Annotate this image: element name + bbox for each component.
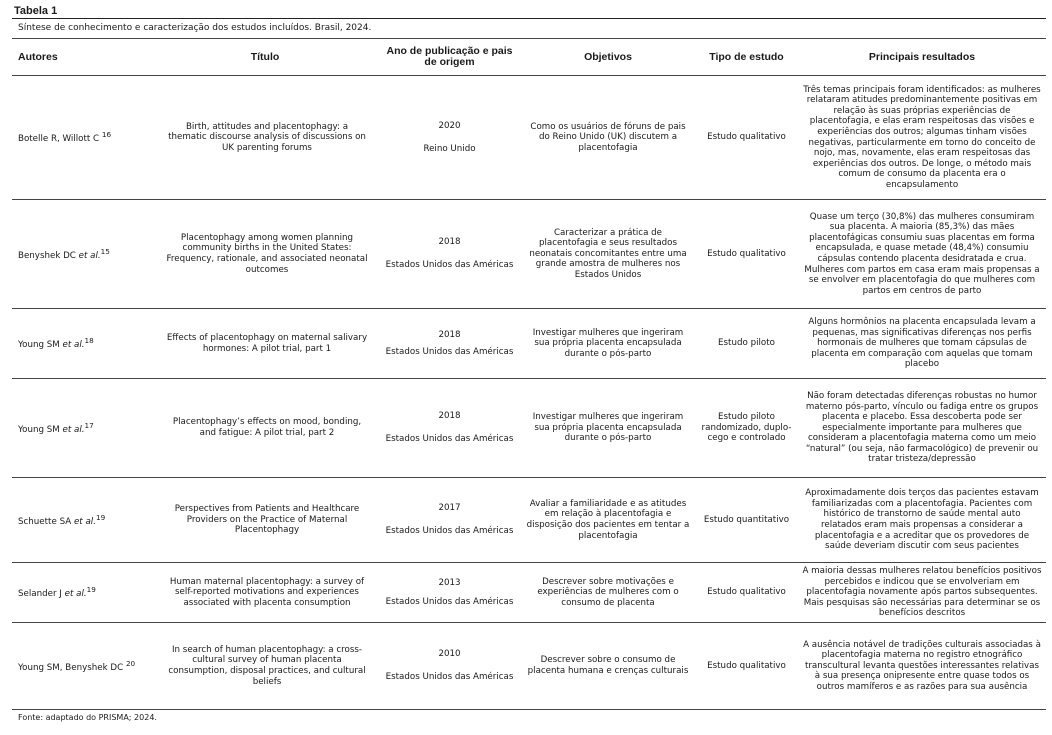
header-year-country: Ano de publicação e pais de origem <box>378 39 521 76</box>
year-country-cell <box>378 200 521 309</box>
title-cell: Human maternal placentophagy: a survey of self-reported motivations and experiences associated with placenta consumption <box>152 563 378 623</box>
table-footer-source: Fonte: adaptado do PRISMA; 2024. <box>18 713 157 722</box>
authors-cell <box>12 76 152 200</box>
publication-year: 2020 <box>438 120 461 131</box>
results-cell: Quase um terço (30,8%) das mulheres consumiram sua placenta. A maioria (85,3%) das mães placentofágicas consumiu suas placentas em forma encapsulada, e quase metade (48,4%) consumiu cápsulas contendo placenta desidratada e crua. Mulheres com partos em casa eram mais propensas a se envolver em placentofagia do que mulheres com partos em centros de parto <box>798 200 1046 309</box>
author-etal: et al. <box>73 516 96 527</box>
country: Estados Unidos das Américas <box>385 672 514 682</box>
study-type-cell: Estudo qualitativo <box>695 76 798 200</box>
publication-year: 2018 <box>438 411 461 422</box>
objective-cell: Descrever sobre o consumo de placenta humana e crenças culturais <box>521 623 695 710</box>
title-cell: Effects of placentophagy on maternal salivary hormones: A pilot trial, part 1 <box>152 309 378 379</box>
reference-number: 18 <box>84 336 94 346</box>
year-country-cell <box>378 623 521 710</box>
publication-year: 2013 <box>438 577 461 588</box>
table-label: Tabela 1 <box>14 5 58 17</box>
year-country-cell <box>378 563 521 623</box>
author-etal: et al. <box>64 589 87 600</box>
header-authors: Autores <box>12 39 152 76</box>
reference-number: 19 <box>86 585 96 595</box>
objective-cell: Avaliar a familiaridade e as atitudes em relação à placentofagia e disposição dos pacientes em tentar a placentofagia <box>521 478 695 563</box>
authors-cell <box>12 563 152 623</box>
year-country-cell <box>378 379 521 478</box>
author-names: Schuette SA <box>18 516 72 527</box>
author-etal: et al. <box>62 340 85 351</box>
country: Reino Unido <box>423 143 476 154</box>
studies-table <box>12 39 1046 710</box>
author-names: Young SM <box>18 340 60 351</box>
objective-cell: Descrever sobre motivações e experiências de mulheres com o consumo de placenta <box>521 563 695 623</box>
objective-cell: Investigar mulheres que ingeriram sua própria placenta encapsulada durante o pós-parto <box>521 309 695 379</box>
table-row <box>12 200 1046 309</box>
title-cell: Placentophagy’s effects on mood, bonding, and fatigue: A pilot trial, part 2 <box>152 379 378 478</box>
reference-number: 15 <box>100 246 110 256</box>
title-cell: Birth, attitudes and placentophagy: a thematic discourse analysis of discussions on UK parenting forums <box>152 76 378 200</box>
country: Estados Unidos das Américas <box>385 526 514 536</box>
results-cell: Alguns hormônios na placenta encapsulada levam a pequenas, mas significativas diferenças nos perfis hormonais de mulheres que tomam cápsulas de placenta em comparação com aquelas que tomam placebo <box>798 309 1046 379</box>
objective-cell: Investigar mulheres que ingeriram sua própria placenta encapsulada durante o pós-parto <box>521 379 695 478</box>
author-names: Selander J <box>18 589 62 600</box>
study-type-cell: Estudo quantitativo <box>695 478 798 563</box>
author-etal: et al. <box>62 424 85 435</box>
authors-cell <box>12 200 152 309</box>
authors-cell <box>12 379 152 478</box>
objective-cell: Caracterizar a prática de placentofagia e seus resultados neonatais concomitantes entre uma grande amostra de mulheres nos Estados Unidos <box>521 200 695 309</box>
publication-year: 2010 <box>438 649 461 660</box>
header-study-type: Tipo de estudo <box>695 39 798 76</box>
study-type-cell: Estudo piloto randomizado, duplo-cego e controlado <box>695 379 798 478</box>
header-title: Título <box>152 39 378 76</box>
table-caption: Síntese de conhecimento e caracterização dos estudos incluídos. Brasil, 2024. <box>12 18 1046 39</box>
table-row <box>12 478 1046 563</box>
study-type-cell: Estudo qualitativo <box>695 200 798 309</box>
header-row <box>12 39 1046 76</box>
reference-number: 17 <box>84 420 94 430</box>
authors-cell <box>12 623 152 710</box>
author-names: Benyshek DC <box>18 250 76 261</box>
results-cell: A maioria dessas mulheres relatou benefícios positivos percebidos e indicou que se envolveriam em placentofagia novamente após partos subsequentes. Mais pesquisas são necessárias para determinar se os benefícios descritos <box>798 563 1046 623</box>
header-objectives: Objetivos <box>521 39 695 76</box>
publication-year: 2017 <box>438 503 461 514</box>
publication-year: 2018 <box>438 237 461 248</box>
country: Estados Unidos das Américas <box>385 596 514 607</box>
table-row <box>12 379 1046 478</box>
table-row <box>12 309 1046 379</box>
country: Estados Unidos das Américas <box>385 434 514 444</box>
reference-number: 16 <box>101 130 112 140</box>
authors-cell <box>12 309 152 379</box>
results-cell: A ausência notável de tradições culturais associadas à placentofagia materna no registro etnográfico transcultural levanta questões interessantes relativas à sua presença onipresente entre quase todos os outros mamíferos e as razões para sua ausência <box>798 623 1046 710</box>
country: Estados Unidos das Américas <box>385 346 514 357</box>
header-results: Principais resultados <box>798 39 1046 76</box>
results-cell: Não foram detectadas diferenças robustas no humor materno pós-parto, vínculo ou fadiga entre os grupos placenta e placebo. Essa descoberta pode ser especialmente importante para mulheres que consideram a placentofagia materna como um meio “natural” (ou seja, não farmacológico) de prevenir ou tratar tristeza/depressão <box>798 379 1046 478</box>
table-row <box>12 563 1046 623</box>
study-type-cell: Estudo piloto <box>695 309 798 379</box>
year-country-cell <box>378 309 521 379</box>
author-etal: et al. <box>78 250 101 261</box>
title-cell: In search of human placentophagy: a cross-cultural survey of human placenta consumption, disposal practices, and cultural beliefs <box>152 623 378 710</box>
year-country-cell <box>378 478 521 563</box>
table-document <box>12 4 1046 722</box>
table-row <box>12 623 1046 710</box>
country: Estados Unidos das Américas <box>385 260 514 270</box>
publication-year: 2018 <box>438 329 461 340</box>
author-names: Young SM <box>18 424 60 435</box>
study-type-cell: Estudo qualitativo <box>695 623 798 710</box>
title-cell: Placentophagy among women planning community births in the United States: Frequency, rationale, and associated neonatal outcomes <box>152 200 378 309</box>
reference-number: 19 <box>95 512 106 522</box>
author-names: Young SM, Benyshek DC <box>18 662 124 673</box>
objective-cell: Como os usuários de fóruns de pais do Reino Unido (UK) discutem a placentofagia <box>521 76 695 200</box>
reference-number: 20 <box>125 658 136 668</box>
title-cell: Perspectives from Patients and Healthcare Providers on the Practice of Maternal Placentophagy <box>152 478 378 563</box>
study-type-cell: Estudo qualitativo <box>695 563 798 623</box>
table-row <box>12 76 1046 200</box>
authors-cell <box>12 478 152 563</box>
results-cell: Aproximadamente dois terços das pacientes estavam familiarizadas com a placentofagia. Pacientes com histórico de transtorno de saúde mental auto relatados eram mais propensas a considerar a placentofagia e a acreditar que os provedores de saúde deveriam discutir com seus pacientes <box>798 478 1046 563</box>
author-names: Botelle R, Willott C <box>18 134 100 145</box>
year-country-cell <box>378 76 521 200</box>
results-cell: Três temas principais foram identificados: as mulheres relataram atitudes predominantemente positivas em relação às suas próprias experiências de placentofagia, e elas eram respeitosas das visões e experiências dos outros; algumas tinham visões negativas, particularmente em torno do conceito de nojo, mas, novamente, elas eram respeitosas das experiências dos outros. De longe, o método mais comum de consumo da placenta era o encapsulamento <box>798 76 1046 200</box>
